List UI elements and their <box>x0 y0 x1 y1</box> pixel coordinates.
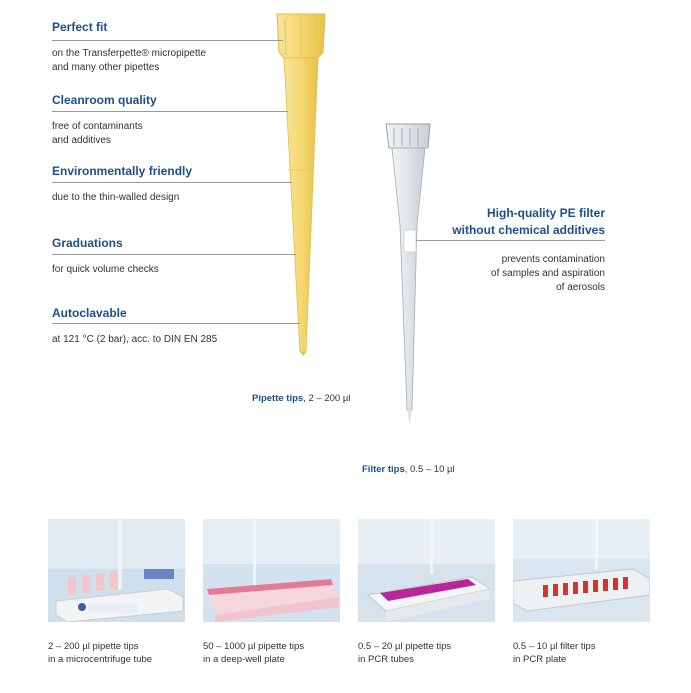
thumbnail-microcentrifuge <box>48 519 185 622</box>
feature-desc-line: due to the thin-walled design <box>52 192 180 203</box>
filter-desc-line: of aerosols <box>556 282 605 293</box>
feature-desc-line: at 121 °C (2 bar), acc. to DIN EN 285 <box>52 334 218 345</box>
filter-desc-line: of samples and aspiration <box>491 268 605 279</box>
feature-description <box>52 120 157 148</box>
feature-desc-line: and additives <box>52 135 111 146</box>
feature-title: Perfect fit <box>52 20 108 34</box>
thumbnail-caption-line: in PCR plate <box>513 654 567 665</box>
thumbnail-caption-line: 0.5 – 20 µl pipette tips <box>358 641 452 652</box>
leader-line <box>52 40 283 41</box>
thumbnail-caption-line: 50 – 1000 µl pipette tips <box>203 641 305 652</box>
leader-line <box>52 182 292 183</box>
feature-title: Cleanroom quality <box>52 93 157 107</box>
thumbnail-caption <box>48 640 198 666</box>
feature-desc-line: free of contaminants <box>52 121 143 132</box>
thumbnail-caption-line: in a deep-well plate <box>203 654 285 665</box>
feature-title: Autoclavable <box>52 306 127 320</box>
pipette-tip-image <box>277 14 325 356</box>
filter-description <box>452 253 605 295</box>
thumbnail-caption-line: in PCR tubes <box>358 654 414 665</box>
leader-line <box>52 254 296 255</box>
filter-tips-caption <box>362 464 455 475</box>
feature-title: Graduations <box>52 236 123 250</box>
caption-range: , 0.5 – 10 µl <box>404 464 455 475</box>
feature-desc-line: on the Transferpette® micropipette <box>52 48 207 59</box>
thumbnail-caption-line: 2 – 200 µl pipette tips <box>48 641 139 652</box>
feature-cleanroom-quality <box>52 93 157 148</box>
thumbnail-pcr-tubes <box>358 519 495 622</box>
feature-perfect-fit <box>52 20 206 75</box>
filter-desc-line: prevents contamination <box>501 254 605 265</box>
feature-description <box>52 47 206 75</box>
feature-desc-line: for quick volume checks <box>52 264 159 275</box>
feature-description <box>52 191 192 205</box>
caption-bold: Filter tips <box>362 464 405 475</box>
thumbnail-deep-well <box>203 519 340 622</box>
filter-tip-image <box>386 124 430 425</box>
leader-line <box>52 323 300 324</box>
filter-title-line: without chemical additives <box>452 223 605 237</box>
feature-title: Environmentally friendly <box>52 164 193 178</box>
leader-line <box>52 111 288 112</box>
thumbnail-caption <box>358 640 508 666</box>
feature-desc-line: and many other pipettes <box>52 62 160 73</box>
caption-range: , 2 – 200 µl <box>303 393 351 404</box>
feature-pe-filter <box>452 205 605 295</box>
caption-bold: Pipette tips <box>252 393 304 404</box>
thumbnail-pcr-plate <box>513 519 650 622</box>
leader-line <box>416 240 605 241</box>
thumbnail-caption-line: in a microcentrifuge tube <box>48 654 153 665</box>
pipette-tips-caption <box>252 393 350 404</box>
thumbnail-caption-line: 0.5 – 10 µl filter tips <box>513 641 596 652</box>
feature-autoclavable <box>52 306 217 347</box>
feature-description <box>52 333 217 347</box>
feature-graduations <box>52 236 159 277</box>
feature-environmentally-friendly <box>52 164 192 205</box>
filter-title-line: High-quality PE filter <box>486 206 605 220</box>
feature-description <box>52 263 159 277</box>
thumbnail-caption <box>203 640 353 666</box>
thumbnail-caption <box>513 640 663 666</box>
